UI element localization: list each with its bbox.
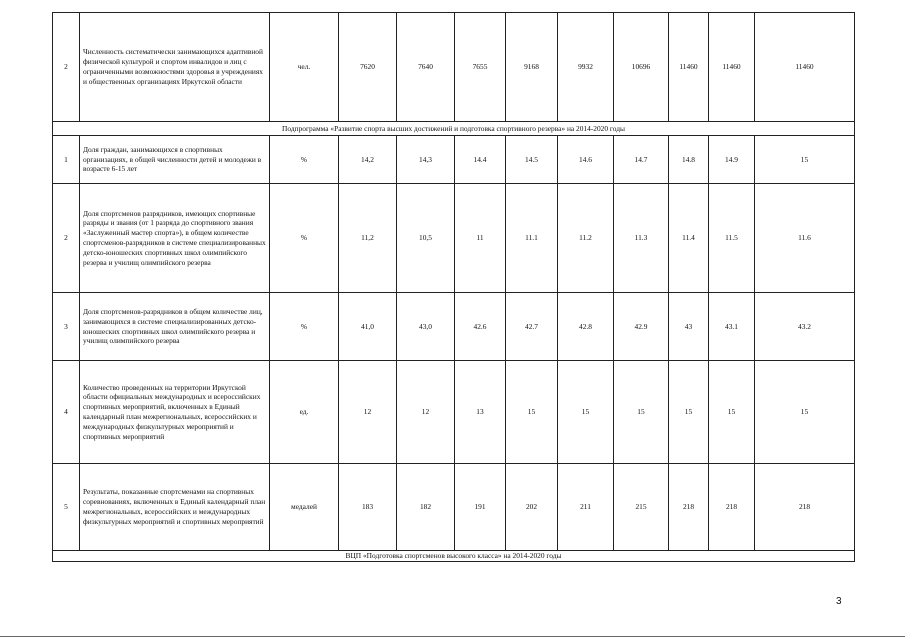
value-cell: 7620: [339, 13, 397, 122]
value-cell: 15: [755, 361, 855, 464]
value-cell: 202: [506, 464, 558, 551]
value-cell: 11.6: [755, 184, 855, 293]
value-cell: 12: [397, 361, 455, 464]
indicators-table: [52, 12, 855, 562]
value-cell: 14.8: [669, 136, 709, 184]
value-cell: 14.5: [506, 136, 558, 184]
section-row-2: [53, 551, 855, 562]
value-cell: 7655: [455, 13, 506, 122]
value-cell: 14.4: [455, 136, 506, 184]
row-number-cell: 2: [53, 184, 80, 293]
section-title: Подпрограмма «Развитие спорта высших достижений и подготовка спортивного резерва» на 2014-2020 годы: [53, 122, 855, 136]
value-cell: 42.9: [614, 293, 669, 361]
value-cell: 41,0: [339, 293, 397, 361]
table-row: [53, 293, 855, 361]
value-cell: 43.2: [755, 293, 855, 361]
unit-cell: %: [270, 136, 339, 184]
value-cell: 11.3: [614, 184, 669, 293]
value-cell: 11.5: [709, 184, 755, 293]
value-cell: 43: [669, 293, 709, 361]
section-row-1: [53, 122, 855, 136]
unit-cell: ед.: [270, 361, 339, 464]
indicator-name-cell: Доля спортсменов-разрядников в общем количестве лиц, занимающихся в системе специализированных детско-юношеских спортивных школ олимпийского резерва и училищ олимпийского резерва: [80, 293, 270, 361]
table-row: [53, 361, 855, 464]
value-cell: 11460: [755, 13, 855, 122]
indicator-name-cell: Численность систематически занимающихся адаптивной физической культурой и спортом инвалидов и лиц с ограниченными возможностями здоровья в учреждениях и общественных организациях Иркутской области: [80, 13, 270, 122]
value-cell: 15: [755, 136, 855, 184]
value-cell: 15: [558, 361, 614, 464]
value-cell: 13: [455, 361, 506, 464]
page-number: 3: [836, 596, 842, 607]
value-cell: 218: [669, 464, 709, 551]
value-cell: 14,2: [339, 136, 397, 184]
row-number-cell: 3: [53, 293, 80, 361]
value-cell: 15: [506, 361, 558, 464]
value-cell: 43,0: [397, 293, 455, 361]
value-cell: 11.1: [506, 184, 558, 293]
value-cell: 11,2: [339, 184, 397, 293]
row-number-cell: 1: [53, 136, 80, 184]
row-number-cell: 2: [53, 13, 80, 122]
table-row: [53, 464, 855, 551]
value-cell: 10,5: [397, 184, 455, 293]
value-cell: 182: [397, 464, 455, 551]
value-cell: 14,3: [397, 136, 455, 184]
value-cell: 15: [614, 361, 669, 464]
unit-cell: медалей: [270, 464, 339, 551]
value-cell: 218: [709, 464, 755, 551]
value-cell: 15: [669, 361, 709, 464]
value-cell: 42.8: [558, 293, 614, 361]
value-cell: 9168: [506, 13, 558, 122]
table-row: [53, 13, 855, 122]
value-cell: 215: [614, 464, 669, 551]
page-edge-line: [0, 636, 905, 637]
row-number-cell: 4: [53, 361, 80, 464]
value-cell: 9932: [558, 13, 614, 122]
value-cell: 42.7: [506, 293, 558, 361]
value-cell: 43.1: [709, 293, 755, 361]
table-row: [53, 136, 855, 184]
value-cell: 11460: [669, 13, 709, 122]
value-cell: 7640: [397, 13, 455, 122]
row-number-cell: 5: [53, 464, 80, 551]
unit-cell: %: [270, 293, 339, 361]
value-cell: 14.9: [709, 136, 755, 184]
value-cell: 42.6: [455, 293, 506, 361]
table-row: [53, 184, 855, 293]
value-cell: 11.4: [669, 184, 709, 293]
value-cell: 15: [709, 361, 755, 464]
indicator-name-cell: Доля спортсменов разрядников, имеющих спортивные разряды и звания (от 1 разряда до спортивного звания «Заслуженный мастер спорта»), в общем количестве спортсменов-разрядников в системе специализированных детско-юношеских спортивных школ олимпийского резерва и училищ олимпийского резерва: [80, 184, 270, 293]
unit-cell: чел.: [270, 13, 339, 122]
table-body-top: [53, 13, 855, 122]
value-cell: 211: [558, 464, 614, 551]
value-cell: 191: [455, 464, 506, 551]
value-cell: 14.7: [614, 136, 669, 184]
indicator-name-cell: Количество проведенных на территории Иркутской области официальных международных и всероссийских спортивных мероприятий, включенных в Единый календарный план межрегиональных, всероссийских и международных физкультурных мероприятий и спортивных мероприятий: [80, 361, 270, 464]
table-body-mid: [53, 136, 855, 551]
value-cell: 183: [339, 464, 397, 551]
value-cell: 14.6: [558, 136, 614, 184]
section-title: ВЦП «Подготовка спортсменов высокого класса» на 2014-2020 годы: [53, 551, 855, 562]
indicator-name-cell: Доля граждан, занимающихся в спортивных организациях, в общей численности детей и молодежи в возрасте 6-15 лет: [80, 136, 270, 184]
value-cell: 11: [455, 184, 506, 293]
value-cell: 218: [755, 464, 855, 551]
value-cell: 10696: [614, 13, 669, 122]
value-cell: 11.2: [558, 184, 614, 293]
unit-cell: %: [270, 184, 339, 293]
indicator-name-cell: Результаты, показанные спортсменами на спортивных соревнованиях, включенных в Единый календарный план межрегиональных, всероссийских и международных физкультурных мероприятий и спортивных мероприятий: [80, 464, 270, 551]
value-cell: 12: [339, 361, 397, 464]
value-cell: 11460: [709, 13, 755, 122]
